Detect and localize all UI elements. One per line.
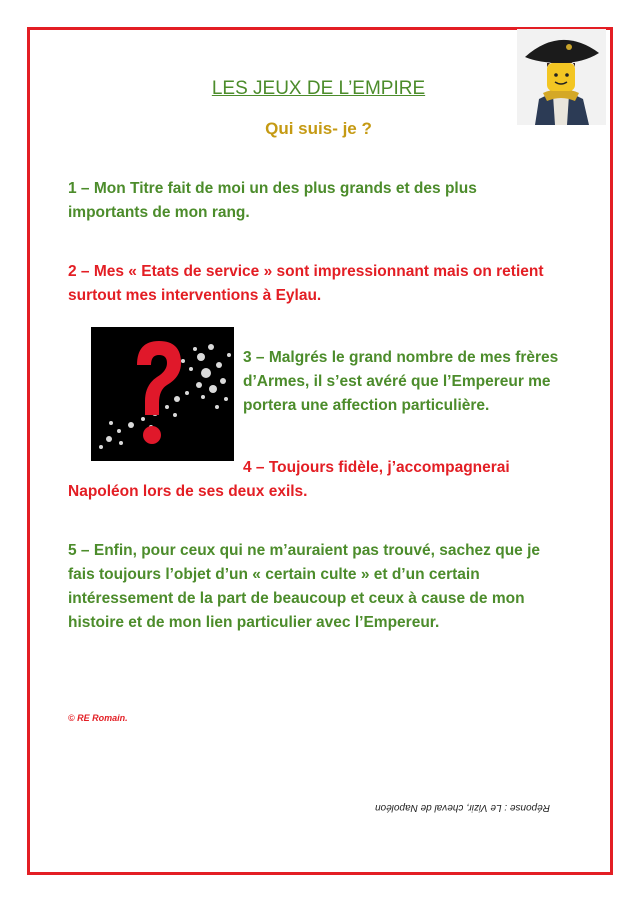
clue-2-line-2: surtout mes interventions à Eylau. — [68, 287, 322, 304]
clue-5-line-2: fais toujours l’objet d’un « certain culte » et d’un certain — [68, 566, 480, 583]
clue-2-line-1: 2 – Mes « Etats de service » sont impressionnant mais on retient — [68, 263, 544, 280]
clue-4-line-1: 4 – Toujours fidèle, j’accompagnerai — [243, 459, 510, 476]
clue-5 — [68, 539, 540, 635]
napoleon-figure-image — [517, 29, 606, 125]
clue-1-line-2: importants de mon rang. — [68, 204, 250, 221]
document-subtitle: Qui suis- je ? — [265, 119, 372, 138]
clue-2 — [68, 260, 544, 308]
clue-5-line-3: intéressement de la part de beaucoup et ceux à cause de mon — [68, 590, 525, 607]
copyright-credit: © RE Romain. — [68, 713, 128, 723]
clue-3-line-1: 3 – Malgrés le grand nombre de mes frères — [243, 349, 559, 366]
upside-down-answer: Réponse : Le Vizir, cheval de Napoléon — [375, 802, 550, 813]
clue-1 — [68, 177, 477, 225]
clue-4-line-2: Napoléon lors de ses deux exils. — [68, 483, 308, 500]
clue-5-line-1: 5 – Enfin, pour ceux qui ne m’auraient pas trouvé, sachez que je — [68, 542, 541, 559]
document-title: LES JEUX DE L’EMPIRE — [211, 78, 426, 99]
clue-3-line-2: d’Armes, il s’est avéré que l’Empereur me — [243, 373, 551, 390]
clue-3 — [243, 346, 558, 418]
question-mark-image — [91, 327, 234, 461]
clue-3-line-3: portera une affection particulière. — [243, 397, 490, 414]
clue-5-line-4: histoire et de mon lien particulier avec l’Empereur. — [68, 614, 440, 631]
clue-1-line-1: 1 – Mon Titre fait de moi un des plus grands et des plus — [68, 180, 477, 197]
